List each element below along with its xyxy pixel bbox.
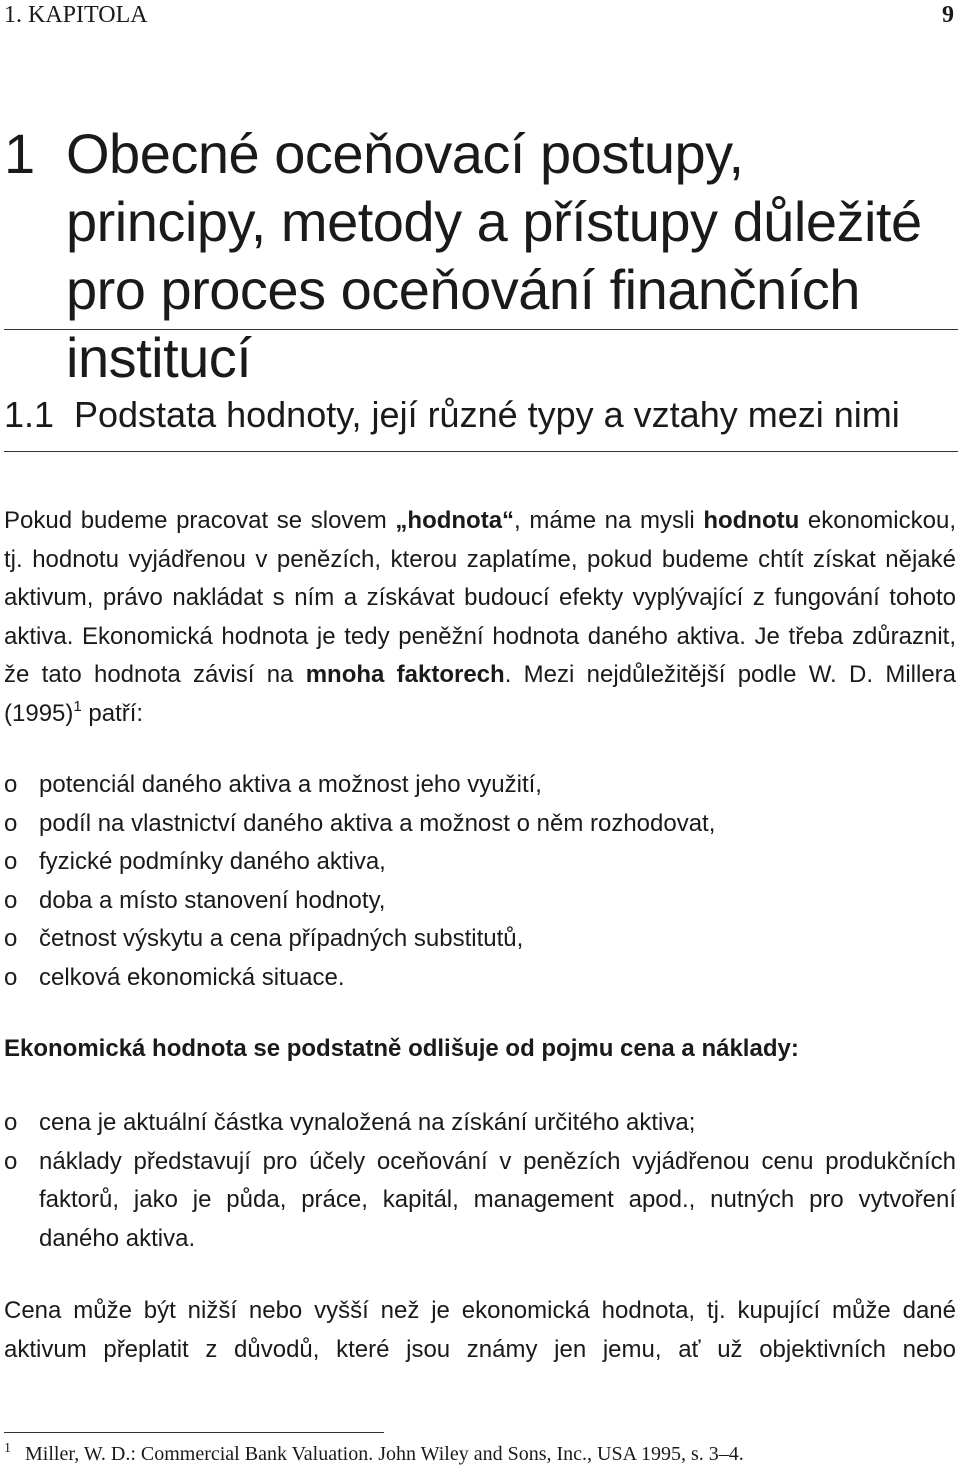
- list-item: [4, 805, 956, 844]
- chapter-rule: [4, 329, 958, 330]
- chapter-number: 1: [4, 122, 35, 185]
- bullet-icon: o: [4, 1147, 18, 1175]
- chapter-label: 1. KAPITOLA: [4, 1, 148, 28]
- distinction-heading: Ekonomická hodnota se podstatně odlišuje od pojmu cena a náklady:: [4, 1035, 799, 1062]
- list-item: [4, 1143, 956, 1259]
- list-item: [4, 766, 956, 805]
- bullet-icon: o: [4, 1109, 18, 1136]
- bullet-icon: o: [4, 848, 18, 875]
- list-item-text: fyzické podmínky daného aktiva,: [39, 848, 386, 875]
- list-item: [4, 843, 956, 882]
- footnote-number: 1: [4, 1441, 11, 1456]
- list-item-text: cena je aktuální částka vynaložená na získání určitého aktiva;: [39, 1109, 696, 1136]
- factors-list: [4, 766, 956, 997]
- closing-paragraph: Cena může být nižší nebo vyšší než je ekonomická hodnota, tj. kupující může dané aktivum přeplatit z důvodů, které jsou známy jen jemu, ať už objektivních nebo: [4, 1297, 956, 1363]
- list-item: [4, 959, 956, 998]
- list-item: [4, 920, 956, 959]
- page-number: 9: [942, 1, 954, 28]
- section-title: [4, 393, 954, 437]
- intro-bold-faktorech: mnoha faktorech: [305, 661, 505, 688]
- intro-text-4: . Mezi nejdůležitější podle W. D. Millera (1995): [4, 661, 957, 727]
- section-rule: [4, 451, 958, 452]
- list-item-text: náklady představují pro účely oceňování v penězích vyjádřenou cenu produkčních faktorů, jako je půda, práce, kapitál, management apod., nutných pro vytvoření daného aktiva.: [39, 1147, 956, 1252]
- intro-paragraph: [4, 502, 956, 733]
- distinction-list: [4, 1104, 956, 1258]
- list-item-text: četnost výskytu a cena případných substitutů,: [39, 925, 524, 952]
- footnote: [4, 1435, 954, 1468]
- list-item-text: potenciál daného aktiva a možnost jeho využití,: [39, 771, 542, 798]
- footnote-rule: [4, 1432, 384, 1433]
- bullet-icon: o: [4, 963, 18, 991]
- section-title-text: Podstata hodnoty, její různé typy a vztahy mezi nimi: [74, 394, 900, 435]
- list-item: [4, 882, 956, 921]
- bullet-icon: o: [4, 886, 18, 914]
- footnote-ref: 1: [73, 697, 82, 715]
- list-item: [4, 1104, 956, 1143]
- intro-text-3: ekonomickou, tj. hodnotu vyjádřenou v penězích, kterou zaplatíme, pokud budeme chtít získat nějaké aktivum, právo nakládat s ním a získávat budoucí efekty vyplývající z fungování tohoto aktiva. Ekonomická hodnota je tedy peněžní hodnota daného aktiva. Je třeba zdůraznit, že tato hodnota závisí na: [4, 507, 956, 688]
- list-item-text: celková ekonomická situace.: [39, 963, 345, 991]
- intro-text-2: , máme na mysli: [514, 507, 704, 534]
- running-head: [4, 0, 954, 30]
- bullet-icon: o: [4, 925, 18, 952]
- intro-text-1: Pokud budeme pracovat se slovem: [4, 507, 396, 534]
- chapter-title: [4, 120, 954, 392]
- bullet-icon: o: [4, 771, 18, 798]
- chapter-title-text: Obecné oceňovací postupy, principy, metody a přístupy důležité pro proces oceňování finančních institucí: [66, 122, 922, 389]
- list-item-text: doba a místo stanovení hodnoty,: [39, 886, 386, 914]
- footnote-text: Miller, W. D.: Commercial Bank Valuation. John Wiley and Sons, Inc., USA 1995, s. 3–4.: [25, 1443, 744, 1465]
- list-item-text: podíl na vlastnictví daného aktiva a možnost o něm rozhodovat,: [39, 809, 716, 837]
- intro-text-5: patří:: [81, 699, 144, 727]
- section-number: 1.1: [4, 394, 55, 435]
- bullet-icon: o: [4, 809, 18, 837]
- intro-bold-hodnotu: hodnotu: [703, 507, 800, 534]
- intro-bold-hodnota: „hodnota“: [395, 507, 515, 534]
